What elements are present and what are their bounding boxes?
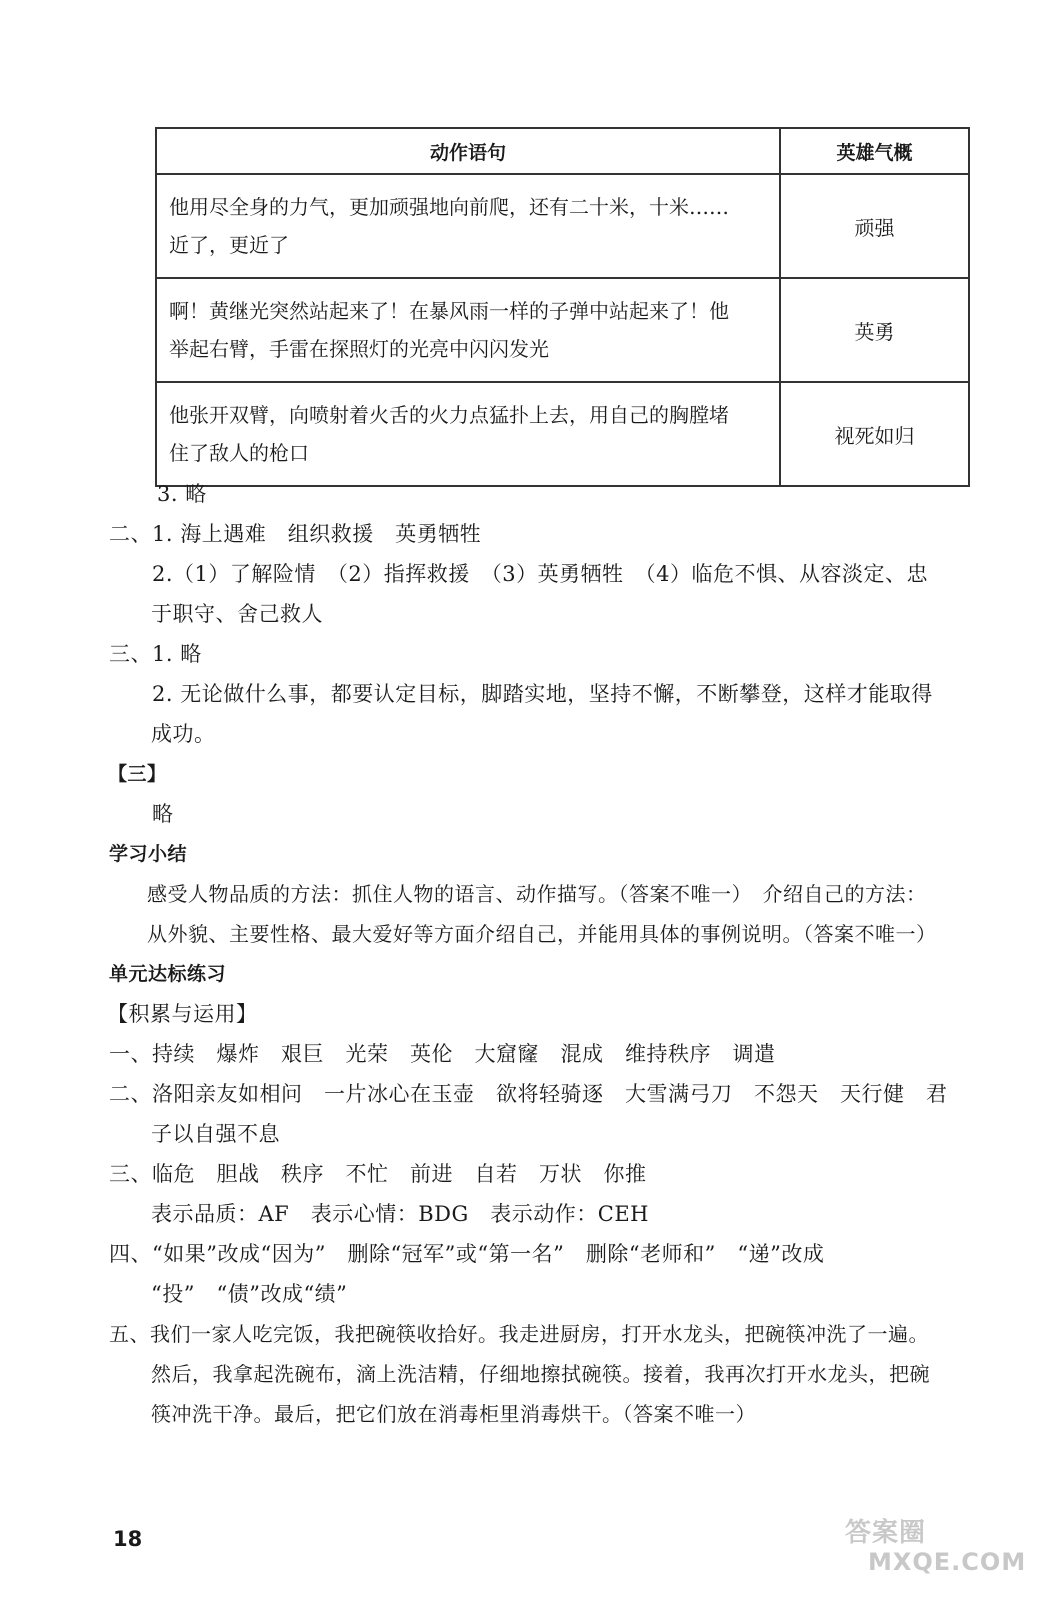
answer-line: 3. 略 (157, 482, 207, 506)
action-cell: 啊！黄继光突然站起来了！在暴风雨一样的子弹中站起来了！他 举起右臂，手雷在探照灯的光亮中闪闪发光 (156, 278, 780, 382)
answer-line: 二、1. 海上遇难 组织救援 英勇牺牲 (109, 522, 482, 546)
action-cell: 他用尽全身的力气，更加顽强地向前爬，还有二十米，十米…… 近了，更近了 (156, 174, 780, 278)
trait-cell: 英勇 (780, 278, 969, 382)
answer-table (155, 127, 970, 487)
answer-line: 从外貌、主要性格、最大爱好等方面介绍自己，并能用具体的事例说明。（答案不唯一） (147, 922, 937, 946)
answer-line: 表示品质：AF 表示心情：BDG 表示动作：CEH (151, 1202, 649, 1226)
answer-line: 子以自强不息 (151, 1122, 280, 1146)
answer-line: 四、“如果”改成“因为” 删除“冠军”或“第一名” 删除“老师和” “递”改成 (109, 1242, 825, 1266)
trait-cell: 视死如归 (780, 382, 969, 486)
answer-line: 二、洛阳亲友如相问 一片冰心在玉壶 欲将轻骑逐 大雪满弓刀 不怨天 天行健 君 (109, 1082, 948, 1106)
table-header-row (156, 128, 969, 174)
table-row (156, 278, 969, 382)
answer-line: 五、我们一家人吃完饭，我把碗筷收拾好。我走进厨房，打开水龙头，把碗筷冲洗了一遍。 (109, 1322, 929, 1346)
answer-line: “投” “债”改成“绩” (151, 1282, 348, 1306)
answer-line: 成功。 (151, 722, 216, 746)
answer-line: 三、1. 略 (109, 642, 202, 666)
page-number: 18 (113, 1527, 143, 1551)
answer-line: 于职守、舍己救人 (151, 602, 323, 626)
trait-cell: 顽强 (780, 174, 969, 278)
answer-line: 感受人物品质的方法：抓住人物的语言、动作描写。（答案不唯一） 介绍自己的方法： (147, 882, 927, 906)
header-action: 动作语句 (156, 128, 780, 174)
section-heading: 单元达标练习 (109, 963, 227, 985)
watermark-url: MXQE.COM (868, 1548, 1027, 1576)
section-subheading: 【积累与运用】 (107, 1002, 258, 1026)
section-heading: 【三】 (108, 763, 167, 785)
table-row (156, 382, 969, 486)
action-cell: 他张开双臂，向喷射着火舌的火力点猛扑上去，用自己的胸膛堵 住了敌人的枪口 (156, 382, 780, 486)
answer-line: 一、持续 爆炸 艰巨 光荣 英伦 大窟窿 混成 维持秩序 调遣 (109, 1042, 776, 1066)
header-trait: 英雄气概 (780, 128, 969, 174)
answer-line: 然后，我拿起洗碗布，滴上洗洁精，仔细地擦拭碗筷。接着，我再次打开水龙头，把碗 (151, 1362, 930, 1386)
watermark-logo: 答案圈 (845, 1518, 927, 1548)
answer-line: 略 (152, 802, 174, 826)
section-heading: 学习小结 (109, 843, 188, 865)
answer-line: 三、临危 胆战 秩序 不忙 前进 自若 万状 你推 (109, 1162, 647, 1186)
answer-line: 2.（1）了解险情 （2）指挥救援 （3）英勇牺牲 （4）临危不惧、从容淡定、忠 (152, 562, 928, 586)
table-row (156, 174, 969, 278)
answer-line: 筷冲洗干净。最后，把它们放在消毒柜里消毒烘干。（答案不唯一） (151, 1402, 756, 1426)
answer-line: 2. 无论做什么事，都要认定目标，脚踏实地，坚持不懈，不断攀登，这样才能取得 (152, 682, 933, 706)
